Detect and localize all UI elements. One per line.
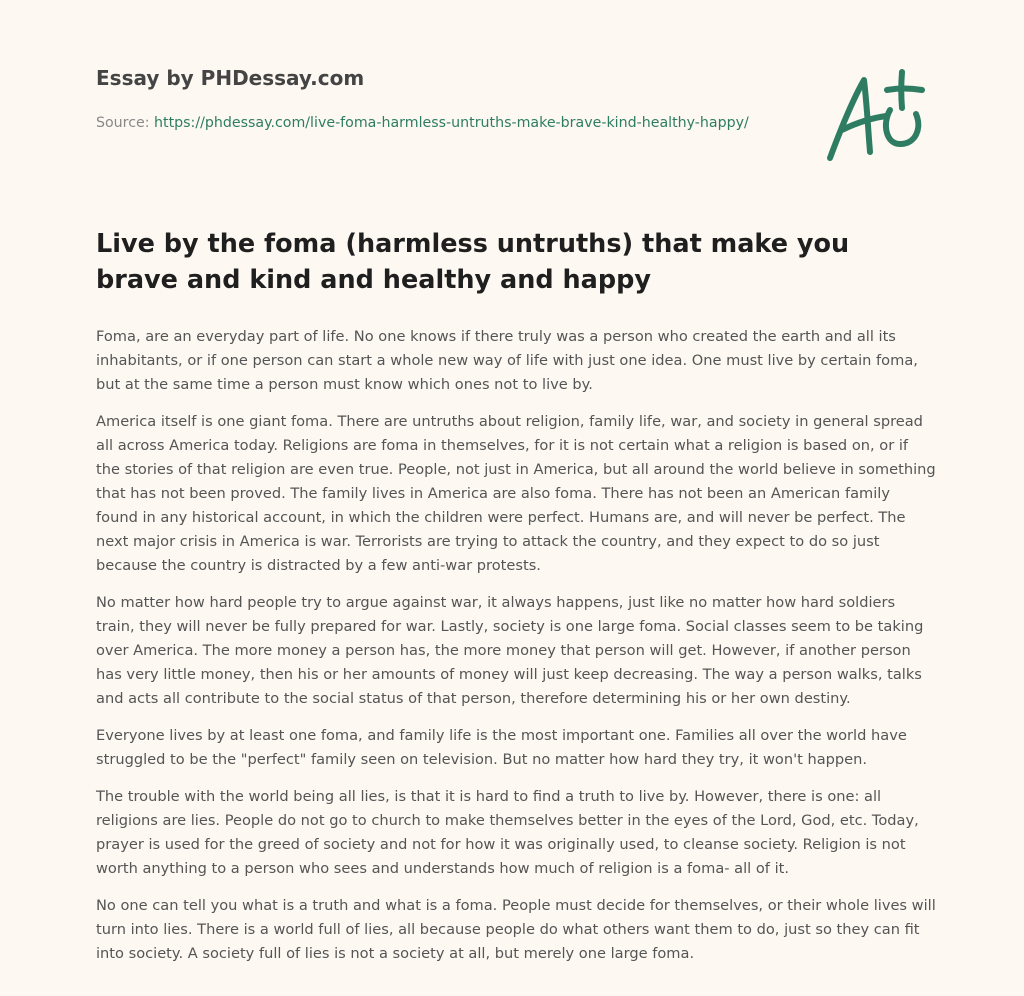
site-title: Essay by PHDessay.com [96, 66, 365, 90]
essay-paragraph: No matter how hard people try to argue against war, it always happens, just like no matter how hard soldiers train, they will never be fully prepared for war. Lastly, society is one large foma. Social classes seem to be taking over America. The more money a person has, the more money that person will get. However, if another person has very little money, then his or her amounts of money will just keep decreasing. The way a person walks, talks and acts all contribute to the social status of that person, therefore determining his or her own destiny. [96, 594, 924, 707]
essay-body [96, 325, 936, 979]
essay-paragraph: No one can tell you what is a truth and what is a foma. People must decide for themselves, or their whole lives will turn into lies. There is a world full of lies, all because people do what others want them to do, just so they can fit into society. A society full of lies is not a society at all, but merely one large foma. [96, 897, 936, 962]
essay-paragraph: The trouble with the world being all lies, is that it is hard to find a truth to live by. However, there is one: all religions are lies. People do not go to church to make themselves better in the eyes of the Lord, God, etc. Today, prayer is used for the greed of society and not for how it was originally used, to cleanse society. Religion is not worth anything to a person who sees and understands how much of religion is a foma- all of it. [96, 788, 919, 877]
essay-paragraph: America itself is one giant foma. There are untruths about religion, family life, war, and society in general spread all across America today. Religions are foma in themselves, for it is not certain what a religion is based on, or if the stories of that religion are even true. People, not just in America, but all around the world believe in something that has not been proved. The family lives in America are also foma. There has not been an American family found in any historical account, in which the children were perfect. Humans are, and will never be perfect. The next major crisis in America is war. Terrorists are trying to attack the country, and they expect to do so just because the country is distracted by a few anti-war protests. [96, 413, 936, 574]
source-line [96, 112, 756, 135]
essay-paragraph: Everyone lives by at least one foma, and family life is the most important one. Families all over the world have struggled to be the "perfect" family seen on television. But no matter how hard they try, it won't happen. [96, 727, 907, 768]
a-plus-grade-icon [820, 66, 930, 166]
source-label: Source: [96, 115, 150, 131]
essay-paragraph: Foma, are an everyday part of life. No one knows if there truly was a person who created the earth and all its inhabitants, or if one person can start a whole new way of life with just one idea. One must live by certain foma, but at the same time a person must know which ones not to live by. [96, 328, 918, 393]
source-link[interactable]: https://phdessay.com/live-foma-harmless-untruths-make-brave-kind-healthy-happy/ [154, 115, 749, 131]
essay-title: Live by the foma (harmless untruths) that make you brave and kind and healthy and happy [96, 229, 850, 295]
